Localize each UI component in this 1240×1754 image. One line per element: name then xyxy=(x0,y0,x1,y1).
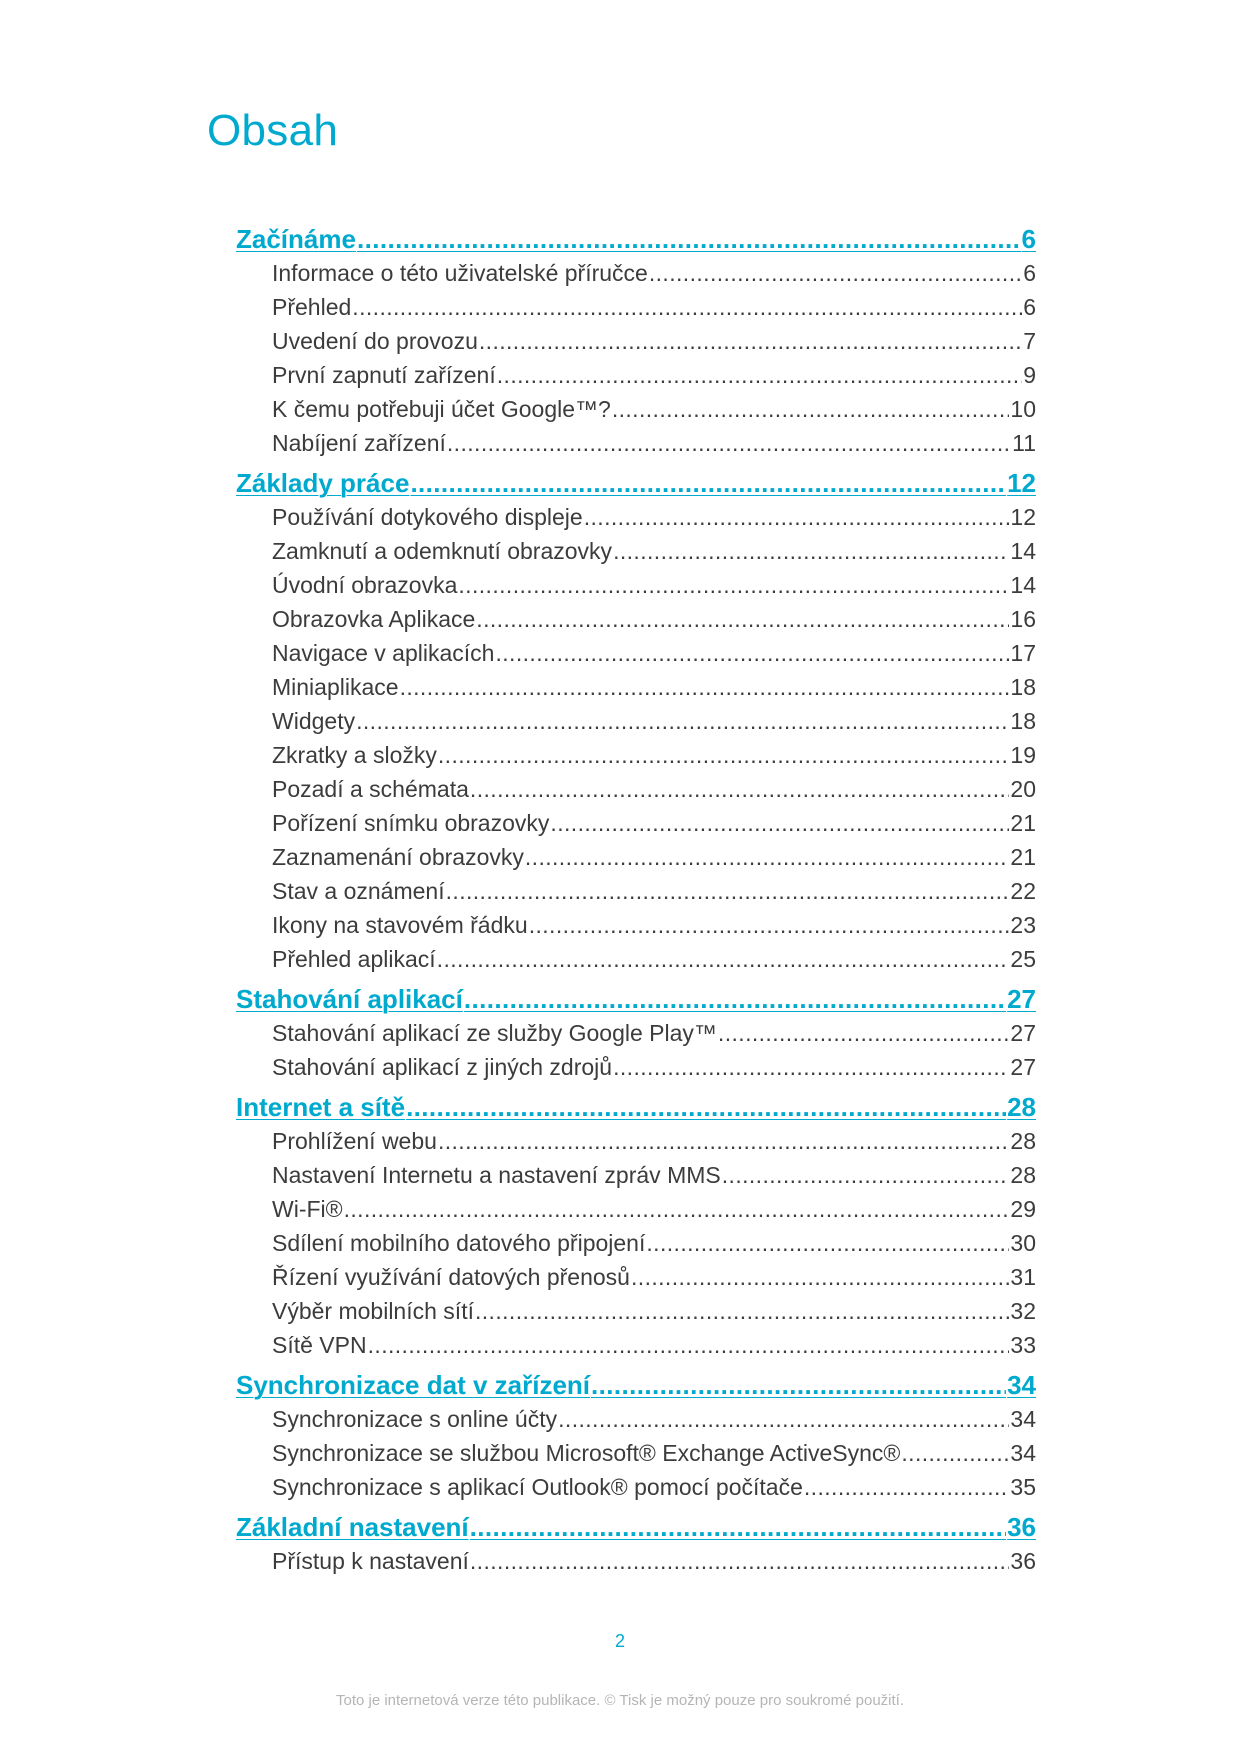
toc-item-title: Pořízení snímku obrazovky xyxy=(272,810,550,836)
toc-item-title: Obrazovka Aplikace xyxy=(272,606,476,632)
toc-section-synchronizace xyxy=(236,1368,1036,1504)
footer-note: Toto je internetová verze této publikace. © Tisk je možný pouze pro soukromé použití. xyxy=(335,1692,904,1709)
dot-leader xyxy=(804,1470,1010,1504)
toc-item-title: Stahování aplikací ze služby Google Play™ xyxy=(272,1020,717,1046)
toc-item-page: 21 xyxy=(1010,844,1036,870)
toc-item-link[interactable] xyxy=(236,636,1036,670)
dot-leader xyxy=(344,1192,1010,1226)
toc-item-page: 6 xyxy=(1023,294,1036,320)
toc-item-title: Uvedení do provozu xyxy=(272,328,478,354)
dot-leader xyxy=(357,222,1021,256)
dot-leader xyxy=(438,738,1010,772)
toc-item-link[interactable] xyxy=(236,1260,1036,1294)
toc-item-page: 21 xyxy=(1010,810,1036,836)
toc-heading-title: Základy práce xyxy=(236,468,410,498)
toc-heading-page: 12 xyxy=(1007,468,1036,498)
dot-leader xyxy=(400,670,1010,704)
toc-item-title: První zapnutí zařízení xyxy=(272,362,496,388)
toc-item-page: 27 xyxy=(1010,1054,1036,1080)
toc-item-link[interactable] xyxy=(236,1192,1036,1226)
toc-item-link[interactable] xyxy=(236,290,1036,324)
dot-leader xyxy=(447,426,1011,460)
toc-item-title: Používání dotykového displeje xyxy=(272,504,583,530)
dot-leader xyxy=(612,392,1010,426)
dot-leader xyxy=(475,1294,1009,1328)
toc-item-page: 7 xyxy=(1023,328,1036,354)
toc-heading-link[interactable] xyxy=(236,982,1036,1016)
toc-item-title: Prohlížení webu xyxy=(272,1128,437,1154)
toc-item-title: Widgety xyxy=(272,708,356,734)
toc-item-link[interactable] xyxy=(236,1294,1036,1328)
toc-item-link[interactable] xyxy=(236,1226,1036,1260)
toc-item-title: Pozadí a schémata xyxy=(272,776,469,802)
dot-leader xyxy=(649,256,1022,290)
toc-item-title: Přístup k nastavení xyxy=(272,1548,469,1574)
toc-item-link[interactable] xyxy=(236,704,1036,738)
toc-item-link[interactable] xyxy=(236,670,1036,704)
toc-item-link[interactable] xyxy=(236,324,1036,358)
toc-item-title: Synchronizace s online účty xyxy=(272,1406,558,1432)
toc-item-link[interactable] xyxy=(236,772,1036,806)
dot-leader xyxy=(356,704,1009,738)
toc-section-stahovani-aplikaci xyxy=(236,982,1036,1084)
toc-item-link[interactable] xyxy=(236,1470,1036,1504)
dot-leader xyxy=(470,1510,1006,1544)
dot-leader xyxy=(437,942,1010,976)
table-of-contents xyxy=(236,222,1036,1578)
toc-heading-page: 36 xyxy=(1007,1512,1036,1542)
toc-item-page: 20 xyxy=(1010,776,1036,802)
toc-item-title: Zamknutí a odemknutí obrazovky xyxy=(272,538,613,564)
toc-item-page: 11 xyxy=(1012,430,1036,456)
toc-heading-page: 34 xyxy=(1007,1370,1036,1400)
toc-heading-link[interactable] xyxy=(236,222,1036,256)
toc-item-link[interactable] xyxy=(236,942,1036,976)
dot-leader xyxy=(368,1328,1010,1362)
toc-heading-title: Synchronizace dat v zařízení xyxy=(236,1370,591,1400)
dot-leader xyxy=(470,772,1010,806)
toc-item-link[interactable] xyxy=(236,358,1036,392)
toc-item-title: Řízení využívání datových přenosů xyxy=(272,1264,630,1290)
dot-leader xyxy=(591,1368,1006,1402)
dot-leader xyxy=(646,1226,1009,1260)
dot-leader xyxy=(464,982,1006,1016)
toc-item-page: 30 xyxy=(1010,1230,1036,1256)
toc-item-title: Stav a oznámení xyxy=(272,878,445,904)
toc-heading-link[interactable] xyxy=(236,1510,1036,1544)
toc-item-title: Nabíjení zařízení xyxy=(272,430,446,456)
toc-item-link[interactable] xyxy=(236,908,1036,942)
dot-leader xyxy=(495,636,1009,670)
dot-leader xyxy=(550,806,1009,840)
toc-heading-page: 27 xyxy=(1007,984,1036,1014)
dot-leader xyxy=(497,358,1022,392)
toc-item-title: Miniaplikace xyxy=(272,674,399,700)
dot-leader xyxy=(631,1260,1009,1294)
toc-item-page: 14 xyxy=(1010,538,1036,564)
toc-item-page: 25 xyxy=(1010,946,1036,972)
dot-leader xyxy=(446,874,1010,908)
toc-item-page: 12 xyxy=(1010,504,1036,530)
toc-item-page: 9 xyxy=(1023,362,1036,388)
toc-item-page: 36 xyxy=(1010,1548,1036,1574)
toc-item-title: Stahování aplikací z jiných zdrojů xyxy=(272,1054,613,1080)
page-number: 2 xyxy=(614,1631,625,1651)
dot-leader xyxy=(558,1402,1009,1436)
toc-item-link[interactable] xyxy=(236,568,1036,602)
dot-leader xyxy=(458,568,1009,602)
toc-item-page: 31 xyxy=(1010,1264,1036,1290)
toc-heading-title: Základní nastavení xyxy=(236,1512,469,1542)
dot-leader xyxy=(718,1016,1010,1050)
toc-item-link[interactable] xyxy=(236,874,1036,908)
dot-leader xyxy=(438,1124,1009,1158)
toc-item-link[interactable] xyxy=(236,392,1036,426)
toc-item-page: 22 xyxy=(1010,878,1036,904)
toc-item-link[interactable] xyxy=(236,738,1036,772)
toc-heading-title: Stahování aplikací xyxy=(236,984,463,1014)
toc-item-title: Zaznamenání obrazovky xyxy=(272,844,524,870)
toc-heading-link[interactable] xyxy=(236,1090,1036,1124)
toc-item-page: 33 xyxy=(1010,1332,1036,1358)
toc-item-page: 17 xyxy=(1010,640,1036,666)
toc-item-link[interactable] xyxy=(236,1050,1036,1084)
toc-item-link[interactable] xyxy=(236,426,1036,460)
toc-item-title: Přehled xyxy=(272,294,352,320)
toc-item-page: 29 xyxy=(1010,1196,1036,1222)
dot-leader xyxy=(410,466,1006,500)
dot-leader xyxy=(901,1436,1009,1470)
toc-item-page: 19 xyxy=(1010,742,1036,768)
toc-item-title: Přehled aplikací xyxy=(272,946,436,972)
toc-item-page: 34 xyxy=(1010,1406,1036,1432)
toc-item-link[interactable] xyxy=(236,1124,1036,1158)
toc-item-title: Navigace v aplikacích xyxy=(272,640,495,666)
dot-leader xyxy=(584,500,1010,534)
page-title: Obsah xyxy=(207,106,339,155)
toc-item-link[interactable] xyxy=(236,1158,1036,1192)
toc-item-link[interactable] xyxy=(236,1016,1036,1050)
toc-heading-page: 28 xyxy=(1007,1092,1036,1122)
toc-item-title: Ikony na stavovém řádku xyxy=(272,912,528,938)
toc-item-link[interactable] xyxy=(236,1402,1036,1436)
toc-item-page: 27 xyxy=(1010,1020,1036,1046)
toc-heading-title: Internet a sítě xyxy=(236,1092,406,1122)
dot-leader xyxy=(613,534,1009,568)
toc-item-link[interactable] xyxy=(236,806,1036,840)
toc-heading-page: 6 xyxy=(1021,224,1036,254)
toc-item-link[interactable] xyxy=(236,256,1036,290)
toc-item-title: Sítě VPN xyxy=(272,1332,367,1358)
toc-item-page: 28 xyxy=(1010,1162,1036,1188)
toc-item-link[interactable] xyxy=(236,1544,1036,1578)
toc-heading-title: Začínáme xyxy=(236,224,356,254)
toc-item-title: Synchronizace s aplikací Outlook® pomocí počítače xyxy=(272,1474,803,1500)
dot-leader xyxy=(476,602,1009,636)
dot-leader xyxy=(525,840,1010,874)
toc-item-title: Nastavení Internetu a nastavení zpráv MMS xyxy=(272,1162,721,1188)
toc-section-zaklady-prace xyxy=(236,466,1036,976)
toc-item-link[interactable] xyxy=(236,1436,1036,1470)
toc-item-title: K čemu potřebuji účet Google™? xyxy=(272,396,611,422)
toc-item-link[interactable] xyxy=(236,1328,1036,1362)
toc-item-link[interactable] xyxy=(236,500,1036,534)
toc-item-link[interactable] xyxy=(236,602,1036,636)
toc-item-page: 35 xyxy=(1010,1474,1036,1500)
toc-item-title: Úvodní obrazovka xyxy=(272,572,458,598)
toc-heading-link[interactable] xyxy=(236,466,1036,500)
toc-heading-link[interactable] xyxy=(236,1368,1036,1402)
toc-item-title: Synchronizace se službou Microsoft® Exchange ActiveSync® xyxy=(272,1440,901,1466)
dot-leader xyxy=(479,324,1022,358)
toc-item-page: 28 xyxy=(1010,1128,1036,1154)
toc-section-zakladni-nastaveni xyxy=(236,1510,1036,1578)
dot-leader xyxy=(722,1158,1010,1192)
toc-item-title: Sdílení mobilního datového připojení xyxy=(272,1230,646,1256)
toc-item-page: 18 xyxy=(1010,708,1036,734)
toc-item-title: Wi-Fi® xyxy=(272,1196,343,1222)
toc-item-page: 14 xyxy=(1010,572,1036,598)
toc-section-internet-a-site xyxy=(236,1090,1036,1362)
toc-item-page: 34 xyxy=(1010,1440,1036,1466)
toc-item-page: 16 xyxy=(1010,606,1036,632)
toc-item-title: Výběr mobilních sítí xyxy=(272,1298,474,1324)
toc-item-page: 18 xyxy=(1010,674,1036,700)
toc-item-page: 10 xyxy=(1010,396,1036,422)
toc-item-page: 23 xyxy=(1010,912,1036,938)
toc-item-link[interactable] xyxy=(236,840,1036,874)
dot-leader xyxy=(352,290,1022,324)
toc-item-title: Zkratky a složky xyxy=(272,742,437,768)
toc-item-title: Informace o této uživatelské příručce xyxy=(272,260,648,286)
toc-section-zaciname xyxy=(236,222,1036,460)
toc-item-page: 6 xyxy=(1023,260,1036,286)
dot-leader xyxy=(613,1050,1009,1084)
toc-item-link[interactable] xyxy=(236,534,1036,568)
dot-leader xyxy=(529,908,1010,942)
toc-item-page: 32 xyxy=(1010,1298,1036,1324)
dot-leader xyxy=(470,1544,1010,1578)
dot-leader xyxy=(406,1090,1006,1124)
